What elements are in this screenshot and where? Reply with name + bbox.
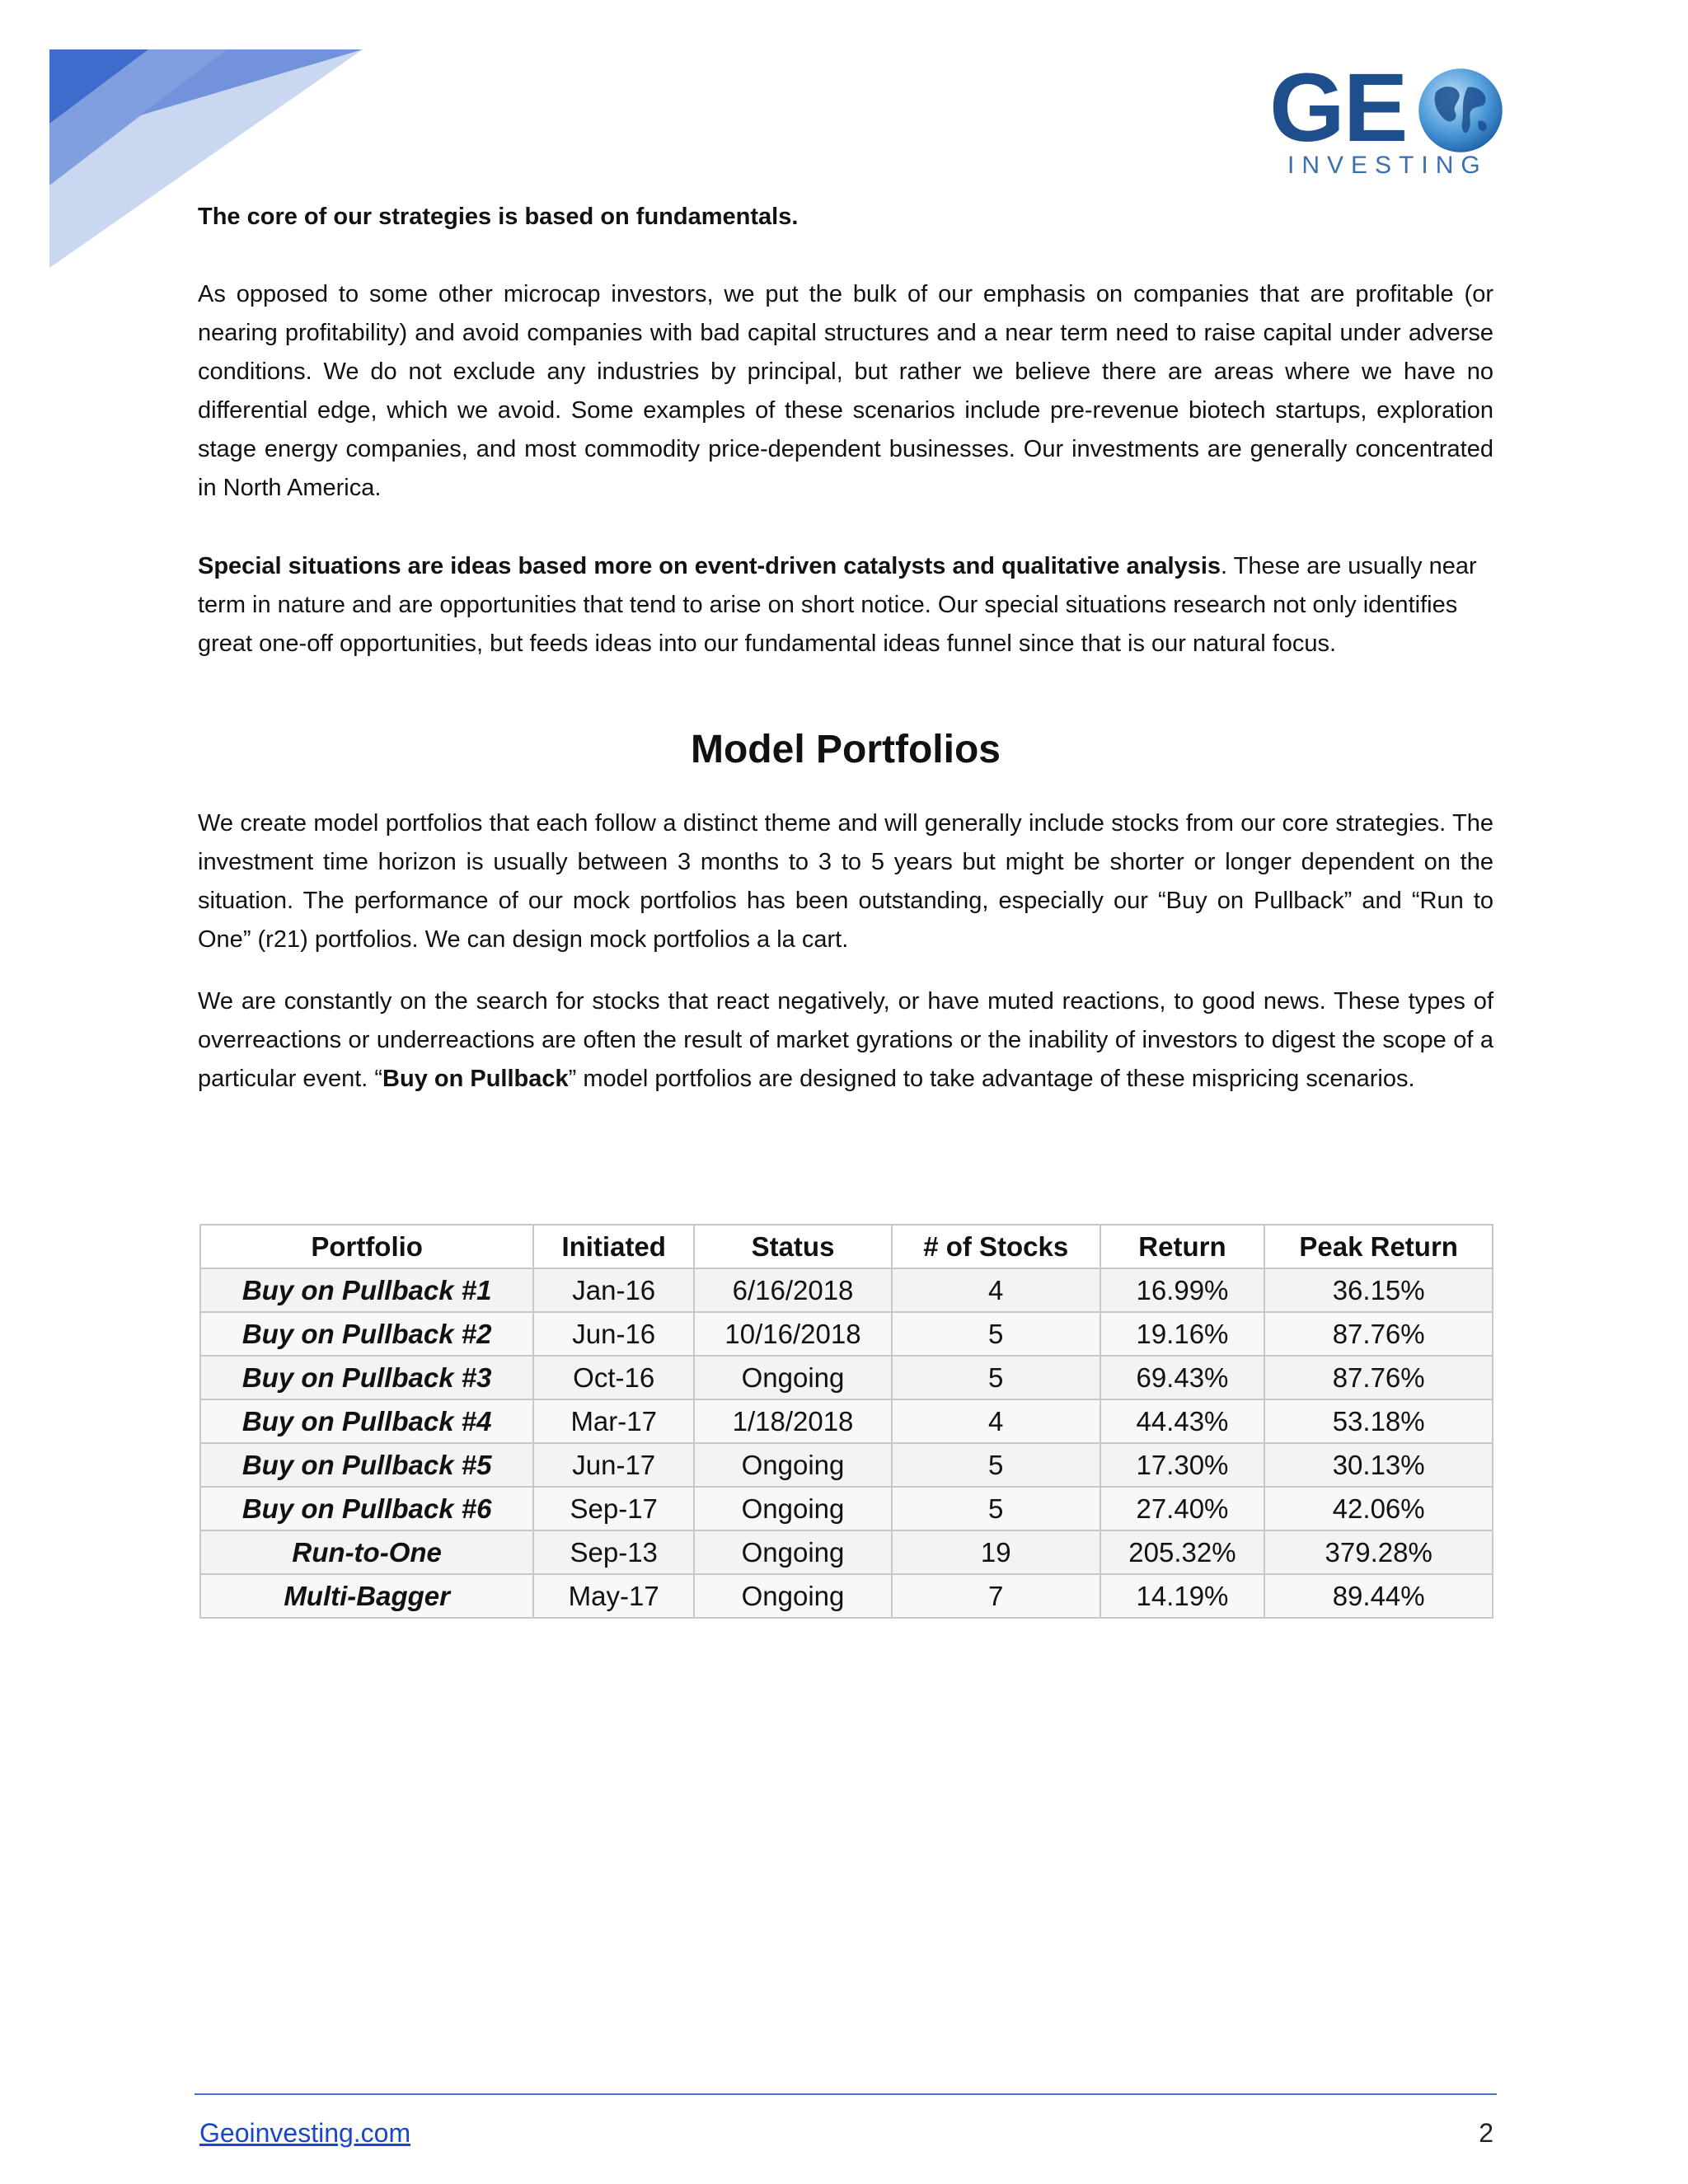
table-cell: 6/16/2018 [694, 1268, 892, 1312]
table-cell: 4 [892, 1268, 1100, 1312]
table-cell: 7 [892, 1574, 1100, 1618]
table-cell: 10/16/2018 [694, 1312, 892, 1356]
table-cell: Sep-13 [533, 1530, 694, 1574]
table-row [200, 1530, 1493, 1574]
table-cell: 69.43% [1100, 1356, 1265, 1399]
table-cell: Ongoing [694, 1487, 892, 1530]
pullback-text-before: We are constantly on the search for stocks that react negatively, or have muted reactions, to good news. These types of overreactions or underreactions are often the result of market gyrations or the inability of investors to digest the scope of a particular event. “ [198, 988, 1493, 1092]
table-cell: Ongoing [694, 1530, 892, 1574]
table-row [200, 1574, 1493, 1618]
table-cell: Oct-16 [533, 1356, 694, 1399]
footer-divider [195, 2093, 1497, 2095]
table-cell: Buy on Pullback #4 [200, 1399, 533, 1443]
portfolio-table-wrapper [199, 1224, 1493, 1619]
table-cell: Ongoing [694, 1574, 892, 1618]
table-cell: 14.19% [1100, 1574, 1265, 1618]
section-heading: Model Portfolios [691, 728, 1001, 771]
table-cell: 5 [892, 1487, 1100, 1530]
table-body [200, 1268, 1493, 1618]
table-cell: Buy on Pullback #3 [200, 1356, 533, 1399]
table-cell: 27.40% [1100, 1487, 1265, 1530]
table-cell: Multi-Bagger [200, 1574, 533, 1618]
geo-investing-logo [1269, 54, 1500, 183]
special-situations-paragraph [198, 547, 1493, 663]
table-cell: 19 [892, 1530, 1100, 1574]
table-cell: 17.30% [1100, 1443, 1265, 1487]
column-header: Initiated [533, 1225, 694, 1268]
pullback-bold: Buy on Pullback [382, 1066, 569, 1092]
table-cell: 53.18% [1264, 1399, 1493, 1443]
table-cell: 1/18/2018 [694, 1399, 892, 1443]
table-cell: 4 [892, 1399, 1100, 1443]
table-cell: Ongoing [694, 1356, 892, 1399]
table-cell: 205.32% [1100, 1530, 1265, 1574]
logo-subtitle: INVESTING [1287, 152, 1488, 179]
table-row [200, 1312, 1493, 1356]
table-cell: 5 [892, 1356, 1100, 1399]
table-row [200, 1356, 1493, 1399]
table-cell: 379.28% [1264, 1530, 1493, 1574]
table-cell: 19.16% [1100, 1312, 1265, 1356]
portfolio-table [199, 1224, 1493, 1619]
table-cell: 5 [892, 1443, 1100, 1487]
column-header: Portfolio [200, 1225, 533, 1268]
table-cell: Jan-16 [533, 1268, 694, 1312]
intro-statement: The core of our strategies is based on fundamentals. [198, 204, 799, 230]
column-header: # of Stocks [892, 1225, 1100, 1268]
table-row [200, 1268, 1493, 1312]
column-header: Peak Return [1264, 1225, 1493, 1268]
table-row [200, 1399, 1493, 1443]
table-cell: Sep-17 [533, 1487, 694, 1530]
table-cell: 89.44% [1264, 1574, 1493, 1618]
corner-decoration [0, 0, 379, 280]
fundamentals-paragraph: As opposed to some other microcap investors, we put the bulk of our emphasis on companies that are profitable (or nearing profitability) and avoid companies with bad capital structures and a near term need to raise capital under adverse conditions. We do not exclude any industries by principal, but rather we believe there are areas where we have no differential edge, which we avoid. Some examples of these scenarios include pre-revenue biotech startups, exploration stage energy companies, and most commodity price-dependent businesses. Our investments are generally concentrated in North America. [198, 281, 1493, 501]
table-cell: 16.99% [1100, 1268, 1265, 1312]
table-cell: Jun-17 [533, 1443, 694, 1487]
table-cell: Run-to-One [200, 1530, 533, 1574]
globe-icon [1416, 66, 1505, 155]
pullback-text-after: ” model portfolios are designed to take advantage of these mispricing scenarios. [568, 1066, 1415, 1092]
table-header-row [200, 1225, 1493, 1268]
table-cell: Buy on Pullback #5 [200, 1443, 533, 1487]
table-cell: 5 [892, 1312, 1100, 1356]
table-cell: 87.76% [1264, 1356, 1493, 1399]
table-cell: Buy on Pullback #6 [200, 1487, 533, 1530]
table-cell: 44.43% [1100, 1399, 1265, 1443]
table-row [200, 1487, 1493, 1530]
special-situations-rest: . These are usually near term in nature and are opportunities that tend to arise on short notice. Our special situations research not only identifies great one-off opportunities, but feeds ideas into our fundamental ideas funnel since that is our natural focus. [198, 553, 1477, 657]
table-cell: Buy on Pullback #2 [200, 1312, 533, 1356]
column-header: Return [1100, 1225, 1265, 1268]
footer-website-link[interactable]: Geoinvesting.com [199, 2118, 411, 2148]
buy-on-pullback-paragraph [198, 982, 1493, 1099]
table-cell: Buy on Pullback #1 [200, 1268, 533, 1312]
table-cell: Jun-16 [533, 1312, 694, 1356]
table-cell: Ongoing [694, 1443, 892, 1487]
table-cell: 36.15% [1264, 1268, 1493, 1312]
model-portfolios-paragraph: We create model portfolios that each follow a distinct theme and will generally include stocks from our core strategies. The investment time horizon is usually between 3 months to 3 to 5 years but might be shorter or longer dependent on the situation. The performance of our mock portfolios has been outstanding, especially our “Buy on Pullback” and “Run to One” (r21) portfolios. We can design mock portfolios a la cart. [198, 810, 1493, 953]
column-header: Status [694, 1225, 892, 1268]
special-situations-bold: Special situations are ideas based more on event-driven catalysts and qualitative analysis [198, 553, 1221, 579]
table-cell: 87.76% [1264, 1312, 1493, 1356]
page-number: 2 [1479, 2118, 1493, 2148]
logo-text: GE [1269, 54, 1407, 162]
table-cell: 42.06% [1264, 1487, 1493, 1530]
table-cell: 30.13% [1264, 1443, 1493, 1487]
table-cell: Mar-17 [533, 1399, 694, 1443]
table-cell: May-17 [533, 1574, 694, 1618]
table-row [200, 1443, 1493, 1487]
